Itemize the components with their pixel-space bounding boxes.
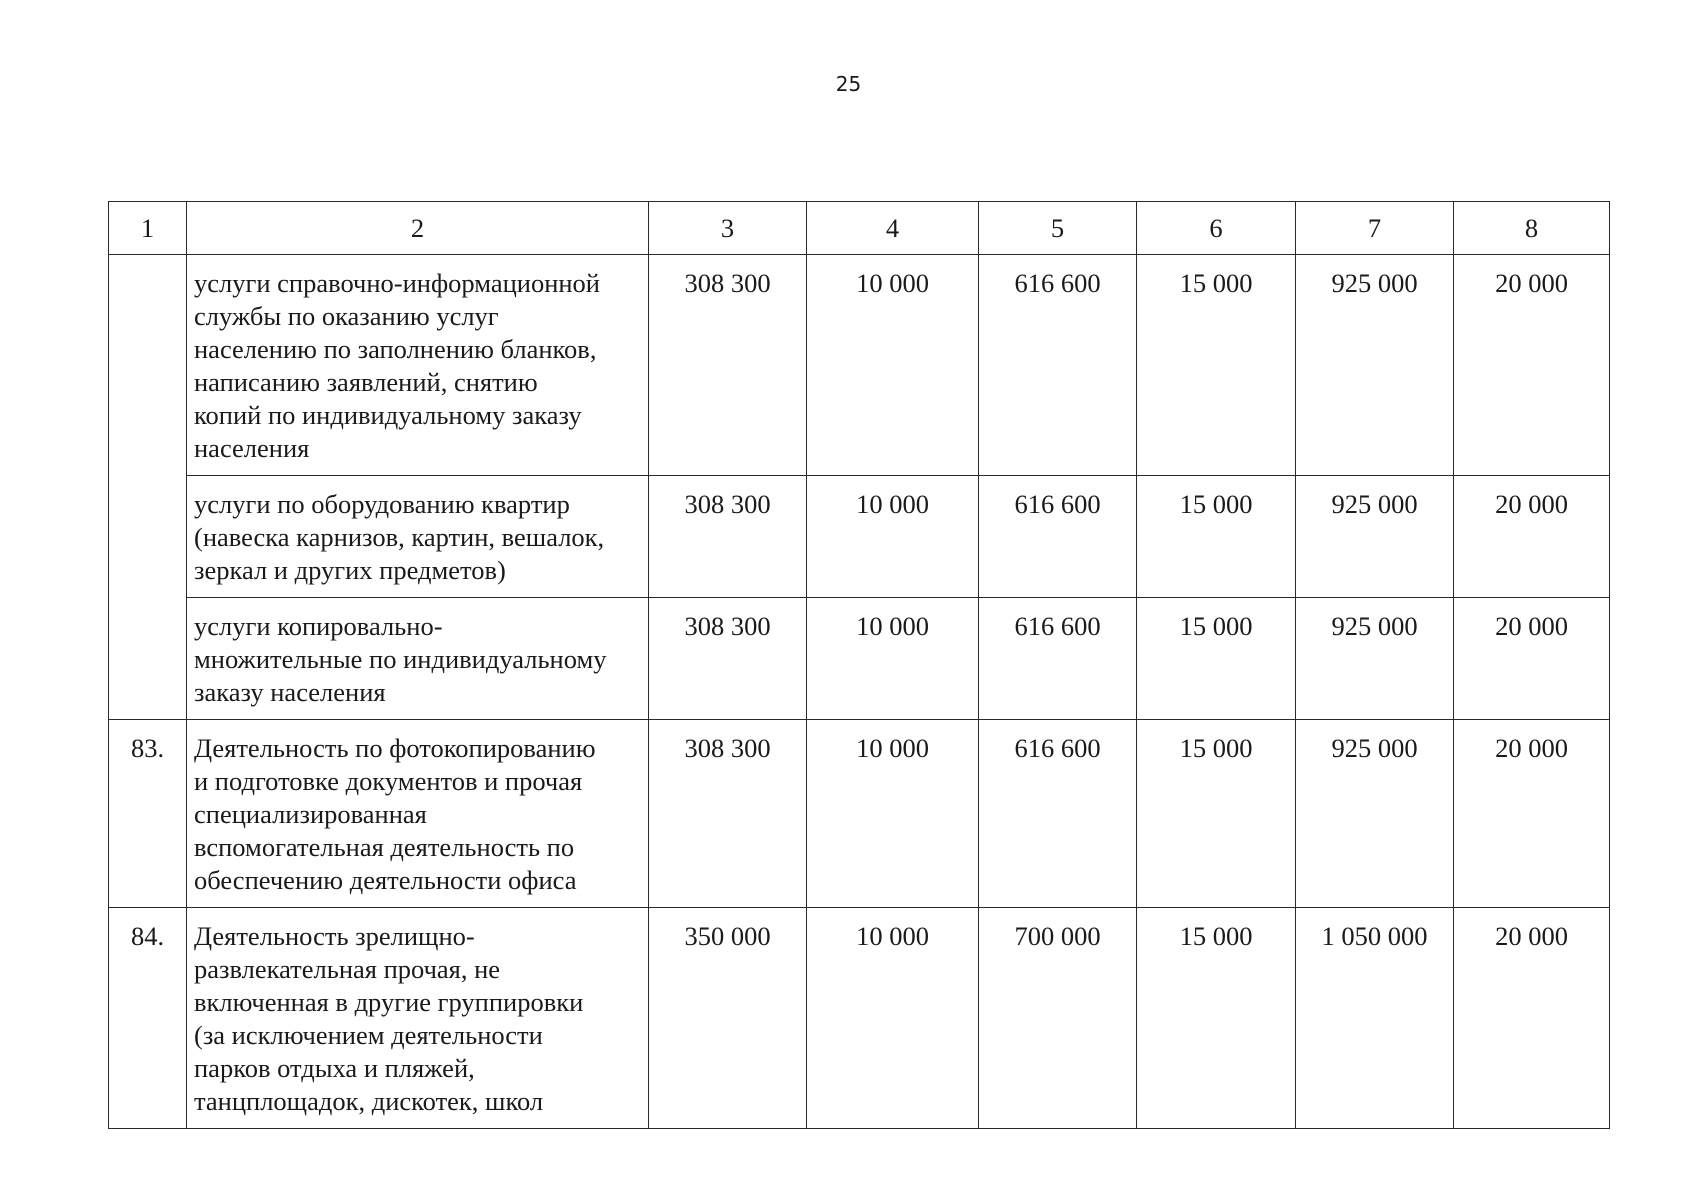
value-cell-col-5: 616 600 <box>979 720 1137 908</box>
value-cell-col-6: 15 000 <box>1137 476 1296 598</box>
row-description-cell <box>187 908 649 1129</box>
row-description-cell <box>187 720 649 908</box>
value-cell-col-6: 15 000 <box>1137 255 1296 476</box>
header-row <box>109 202 1610 255</box>
tariff-table <box>108 201 1610 1129</box>
value-cell-col-3: 350 000 <box>649 908 807 1129</box>
row-description: услуги по оборудованию квартир (навеска карнизов, картин, вешалок, зеркал и других предметов) <box>194 489 605 585</box>
value-cell-col-4: 10 000 <box>807 255 979 476</box>
row-description: услуги справочно-информационной службы по оказанию услуг населению по заполнению бланков, написанию заявлений, снятию копий по индивидуальному заказу населения <box>194 268 600 463</box>
value-cell-col-4: 10 000 <box>807 476 979 598</box>
table-row <box>109 598 1610 720</box>
value-cell-col-8: 20 000 <box>1454 598 1610 720</box>
value-cell-col-7: 925 000 <box>1296 255 1454 476</box>
page-number: 25 <box>835 72 862 96</box>
header-cell-col-5: 5 <box>979 202 1137 255</box>
table-header <box>109 202 1610 255</box>
value-cell-col-8: 20 000 <box>1454 255 1610 476</box>
value-cell-col-7: 925 000 <box>1296 476 1454 598</box>
table-row <box>109 720 1610 908</box>
value-cell-col-3: 308 300 <box>649 720 807 908</box>
table-row <box>109 908 1610 1129</box>
value-cell-col-4: 10 000 <box>807 720 979 908</box>
value-cell-col-6: 15 000 <box>1137 908 1296 1129</box>
value-cell-col-3: 308 300 <box>649 255 807 476</box>
header-cell-col-6: 6 <box>1137 202 1296 255</box>
header-cell-col-1: 1 <box>109 202 187 255</box>
row-description-cell <box>187 255 649 476</box>
row-number-cell <box>109 255 187 720</box>
value-cell-col-5: 616 600 <box>979 476 1137 598</box>
table-row <box>109 476 1610 598</box>
value-cell-col-8: 20 000 <box>1454 476 1610 598</box>
table-body <box>109 255 1610 1129</box>
row-number-cell: 83. <box>109 720 187 908</box>
value-cell-col-5: 616 600 <box>979 255 1137 476</box>
table-row <box>109 255 1610 476</box>
value-cell-col-6: 15 000 <box>1137 720 1296 908</box>
row-description: услуги копировально- множительные по индивидуальному заказу населения <box>194 611 607 707</box>
value-cell-col-5: 616 600 <box>979 598 1137 720</box>
row-description: Деятельность зрелищно- развлекательная прочая, не включенная в другие группировки (за исключением деятельности парков отдыха и пляжей, танцплощадок, дискотек, школ <box>194 921 584 1116</box>
header-cell-col-8: 8 <box>1454 202 1610 255</box>
value-cell-col-7: 1 050 000 <box>1296 908 1454 1129</box>
value-cell-col-6: 15 000 <box>1137 598 1296 720</box>
row-description-cell <box>187 476 649 598</box>
header-cell-col-4: 4 <box>807 202 979 255</box>
row-description-cell <box>187 598 649 720</box>
header-cell-col-7: 7 <box>1296 202 1454 255</box>
header-cell-col-2: 2 <box>187 202 649 255</box>
value-cell-col-7: 925 000 <box>1296 598 1454 720</box>
value-cell-col-7: 925 000 <box>1296 720 1454 908</box>
value-cell-col-3: 308 300 <box>649 476 807 598</box>
value-cell-col-3: 308 300 <box>649 598 807 720</box>
value-cell-col-4: 10 000 <box>807 908 979 1129</box>
row-number-cell: 84. <box>109 908 187 1129</box>
value-cell-col-5: 700 000 <box>979 908 1137 1129</box>
value-cell-col-8: 20 000 <box>1454 720 1610 908</box>
row-description: Деятельность по фотокопированию и подготовке документов и прочая специализированная вспомогательная деятельность по обеспечению деятельности офиса <box>194 733 596 895</box>
value-cell-col-4: 10 000 <box>807 598 979 720</box>
value-cell-col-8: 20 000 <box>1454 908 1610 1129</box>
header-cell-col-3: 3 <box>649 202 807 255</box>
